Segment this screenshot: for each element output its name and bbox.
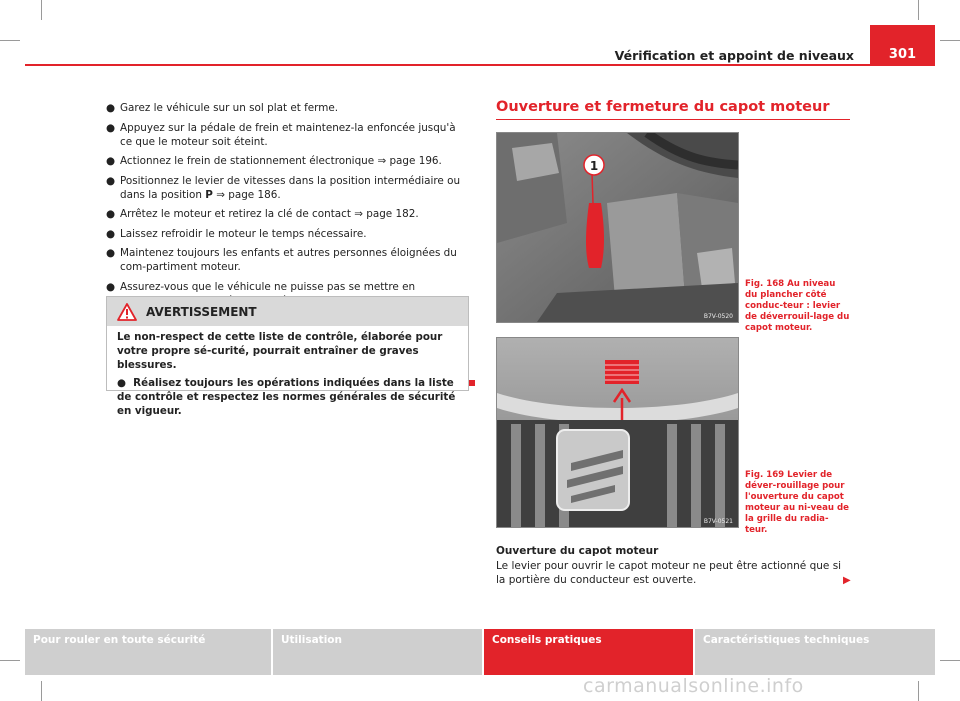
subsection-title: Ouverture du capot moteur	[496, 545, 659, 557]
list-item: ● Assurez-vous que le véhicule ne puisse pas se mettre en	[106, 280, 416, 293]
list-item: ● Arrêtez le moteur et retirez la clé de contact ⇒ page 182.	[106, 208, 419, 220]
bullet: ●	[106, 102, 116, 114]
continue-arrow-icon: ▶	[843, 575, 851, 586]
floor-lever-drawing	[497, 133, 738, 322]
warning-header	[107, 297, 468, 326]
watermark: carmanualsonline.info	[583, 675, 804, 697]
list-item: ● Positionnez le levier de vitesses dans la position intermédiaire ou dans la position P ⇒ page 186.	[106, 174, 461, 201]
body-paragraph: Le levier pour ouvrir le capot moteur ne peut être actionné que si la portière du conducteur est ouverte.	[496, 560, 842, 586]
bullet: ●	[106, 121, 116, 134]
running-header-title: Vérification et appoint de niveaux	[614, 48, 854, 63]
warning-title: AVERTISSEMENT	[146, 304, 257, 319]
footer-tab-practical-tips[interactable]: Conseils pratiques	[484, 629, 693, 675]
list-item: ● Garez le véhicule sur un sol plat et ferme.	[106, 102, 339, 114]
warning-text: Le non-respect de cette liste de contrôle, élaborée pour votre propre sé-curité, pourrait entraîner de graves blessures.	[117, 331, 443, 371]
section-rule	[496, 119, 850, 120]
callout-1: 1	[589, 159, 599, 173]
warning-bullet: ● Réalisez toujours les opérations indiquées dans la liste de contrôle et respectez les normes générales de sécurité en vigueur.	[117, 377, 456, 417]
grille-lever-drawing	[497, 338, 738, 527]
bullet: ●	[106, 227, 116, 240]
figure-169-caption: Fig. 169 Levier de déver-rouillage pour l'ouverture du capot moteur au ni-veau de la grille du radia-teur.	[745, 470, 850, 535]
bullet: ●	[106, 247, 116, 259]
warning-triangle-icon	[117, 303, 137, 321]
footer-tab-safety[interactable]: Pour rouler en toute sécurité	[25, 629, 271, 675]
bullet: ●	[106, 208, 116, 220]
figure-168-caption: Fig. 168 Au niveau du plancher côté conduc-teur : levier de déverrouil-lage du capot moteur.	[745, 279, 850, 333]
figure-code: B7V-0520	[703, 313, 733, 320]
list-item: ● Appuyez sur la pédale de frein et maintenez-la enfoncée jusqu'à ce que le moteur soit éteint.	[106, 121, 456, 148]
list-item: ● Laissez refroidir le moteur le temps nécessaire.	[106, 227, 367, 240]
section-title: Ouverture et fermeture du capot moteur	[496, 99, 830, 115]
figure-168-illustration	[496, 132, 739, 323]
bullet: ●	[106, 280, 116, 293]
figure-code: B7V-0521	[703, 518, 733, 525]
figure-169-illustration	[496, 337, 739, 528]
list-item: ● Actionnez le frein de stationnement électronique ⇒ page 196.	[106, 155, 442, 167]
section-end-marker	[469, 380, 475, 386]
footer-tab-usage[interactable]: Utilisation	[273, 629, 482, 675]
page-number: 301	[870, 25, 935, 66]
gear-letter: P	[205, 188, 213, 201]
checklist	[106, 101, 468, 313]
footer-tab-technical[interactable]: Caractéristiques techniques	[695, 629, 935, 675]
bullet: ●	[106, 155, 116, 167]
header-rule	[25, 64, 935, 66]
warning-box	[106, 296, 469, 417]
list-item: ● Maintenez toujours les enfants et autres personnes éloignées du com-partiment moteur.	[106, 247, 457, 273]
bullet: ●	[106, 174, 116, 187]
